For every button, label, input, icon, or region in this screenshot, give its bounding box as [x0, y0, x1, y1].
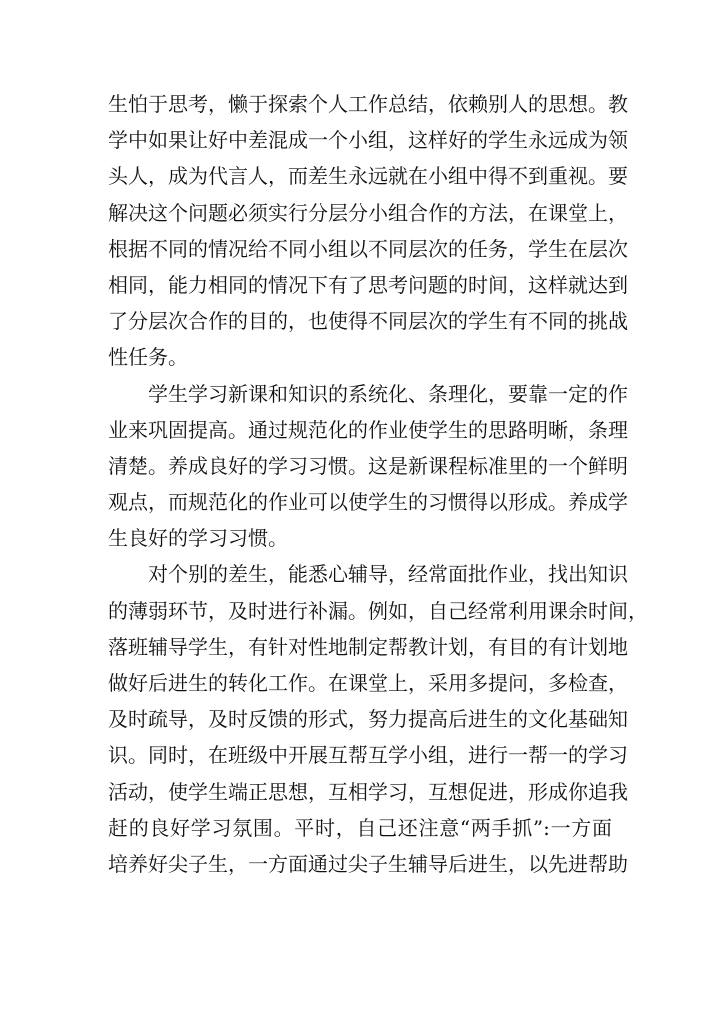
text-line: 生良好的学习习惯。 — [108, 526, 288, 551]
text-line: 赶的良好学习氛围。平时，自己还注意“两手抓”:一方面 — [108, 815, 612, 840]
text-line: 相同，能力相同的情况下有了思考问题的时间，这样就达到 — [108, 272, 628, 297]
text-line: 学中如果让好中差混成一个小组，这样好的学生永远成为领 — [108, 128, 628, 153]
text-line: 生怕于思考，懒于探索个人工作总结，依赖别人的思想。教 — [108, 92, 628, 116]
text-line: 解决这个问题必须实行分层分小组合作的方法，在课堂上， — [108, 200, 628, 225]
text-line: 业来巩固提高。通过规范化的作业使学生的思路明晰，条理 — [108, 417, 628, 442]
text-line: 性任务。 — [108, 345, 188, 370]
body-text — [108, 86, 648, 882]
text-line: 落班辅导学生，有针对性地制定帮教计划，有目的有计划地 — [108, 634, 628, 659]
text-line: 根据不同的情况给不同小组以不同层次的任务，学生在层次 — [108, 236, 628, 261]
text-line: 清楚。养成良好的学习习惯。这是新课程标准里的一个鲜明 — [108, 453, 628, 478]
text-line: 观点，而规范化的作业可以使学生的习惯得以形成。养成学 — [108, 490, 628, 515]
text-line: 及时疏导，及时反馈的形式，努力提高后进生的文化基础知 — [108, 707, 628, 732]
text-line: 识。同时，在班级中开展互帮互学小组，进行一帮一的学习 — [108, 743, 628, 768]
text-line: 头人，成为代言人，而差生永远就在小组中得不到重视。要 — [108, 164, 628, 189]
text-line: 培养好尖子生，一方面通过尖子生辅导后进生，以先进帮助 — [108, 851, 628, 876]
paragraph-start-line: 对个别的差生，能悉心辅导，经常面批作业，找出知识 — [148, 562, 628, 587]
text-line: 了分层次合作的目的，也使得不同层次的学生有不同的挑战 — [108, 309, 628, 334]
paragraph-start-line: 学生学习新课和知识的系统化、条理化，要靠一定的作 — [148, 381, 628, 406]
text-line: 的薄弱环节，及时进行补漏。例如，自己经常利用课余时间， — [108, 598, 648, 623]
text-line: 活动，使学生端正思想，互相学习，互想促进，形成你追我 — [108, 779, 628, 804]
text-line: 做好后进生的转化工作。在课堂上，采用多提问，多检查， — [108, 671, 628, 695]
